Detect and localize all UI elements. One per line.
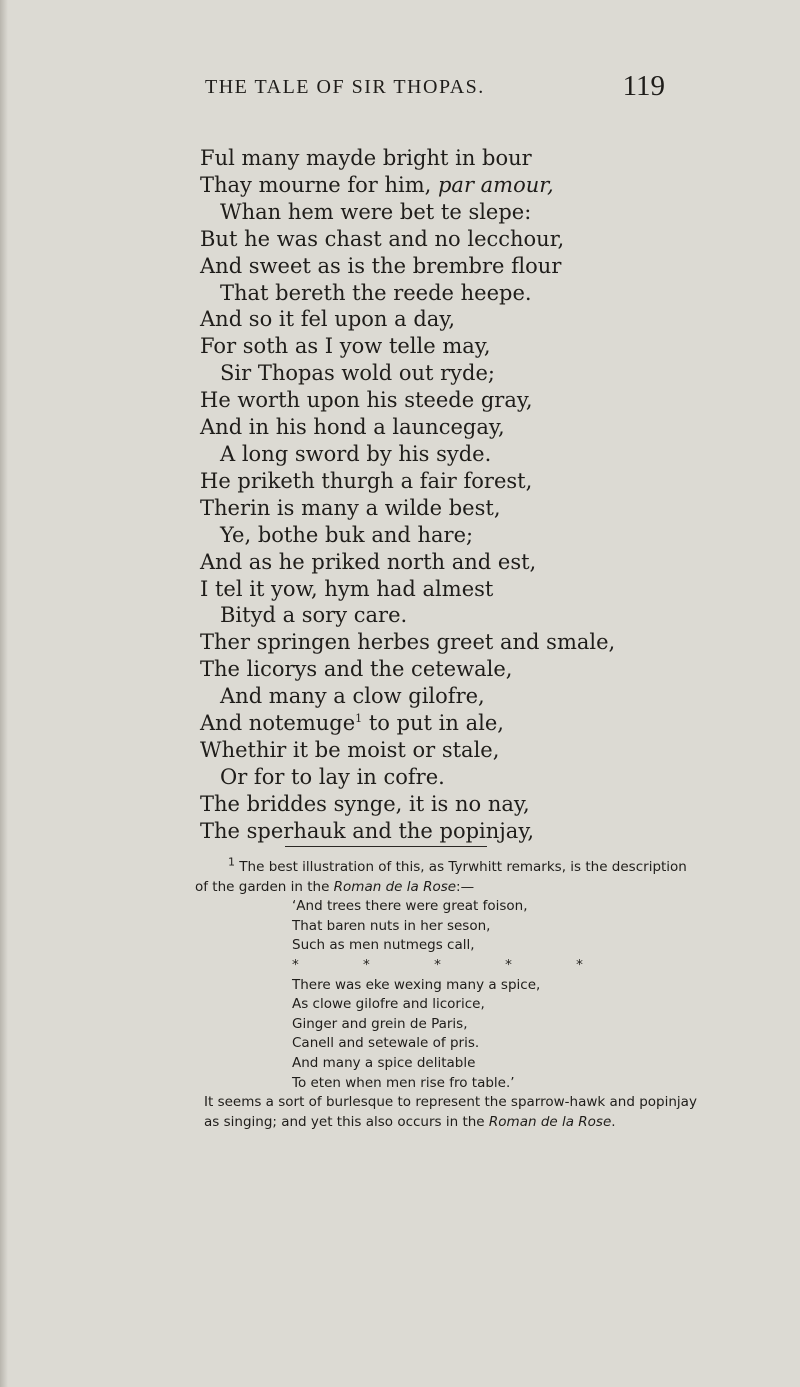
poem-line: And many a clow gilofre, bbox=[220, 684, 485, 709]
poem-line: He priketh thurgh a fair forest, bbox=[200, 468, 533, 493]
poem-text bbox=[200, 145, 780, 845]
poem-line: Ther springen herbes greet and smale, bbox=[200, 630, 616, 655]
poem-line: He worth upon his steede gray, bbox=[200, 388, 533, 413]
footnote-divider bbox=[285, 846, 487, 847]
italic-phrase: par amour, bbox=[437, 172, 554, 197]
quote-line: To eten when men rise fro table.’ bbox=[292, 1074, 515, 1091]
footnote-line: as singing; and yet this also occurs in the Roman de la Rose. bbox=[204, 1113, 616, 1130]
poem-line: And as he priked north and est, bbox=[200, 549, 537, 574]
footnote-line: $^1$ The best illustration of this, as Tyrwhitt remarks, is the description bbox=[228, 855, 687, 875]
poem-line: Bityd a sory care. bbox=[220, 603, 408, 628]
quote-line: Canell and setewale of pris. bbox=[292, 1035, 480, 1052]
poem-line: Therin is many a wilde best, bbox=[200, 495, 501, 520]
page-number: 119 bbox=[622, 70, 665, 102]
footnote-quote bbox=[210, 897, 785, 1093]
poem-line: A long sword by his syde. bbox=[220, 441, 492, 466]
poem-line: Ful many mayde bright in bour bbox=[200, 146, 532, 170]
poem-line: Sir Thopas wold out ryde; bbox=[220, 361, 495, 386]
poem-line: For soth as I yow telle may, bbox=[200, 334, 491, 359]
poem-line: I tel it yow, hym had almest bbox=[200, 576, 494, 601]
poem-line: And in his hond a launcegay, bbox=[200, 415, 505, 440]
footnote-marker[interactable]: 1 bbox=[355, 712, 363, 726]
footnote-number: 1 bbox=[228, 855, 235, 869]
quote-line: As clowe gilofre and licorice, bbox=[292, 996, 485, 1013]
footnote-line: It seems a sort of burlesque to represent the sparrow-hawk and popinjay bbox=[204, 1094, 697, 1111]
poem-line: Whan hem were bet te slepe: bbox=[220, 199, 532, 224]
footnotes bbox=[195, 855, 785, 1132]
poem-line: And so it fel upon a day, bbox=[200, 307, 456, 332]
quote-line: ‘And trees there were great foison, bbox=[292, 898, 528, 915]
page-edge bbox=[0, 0, 8, 1387]
quote-line: And many a spice delitable bbox=[292, 1054, 476, 1071]
poem-line: The sperhauk and the popinjay, bbox=[200, 818, 535, 843]
footnote-line: of the garden in the Roman de la Rose:— bbox=[195, 878, 475, 895]
quote-line: There was eke wexing many a spice, bbox=[292, 976, 541, 993]
poem-line: Ye, bothe buk and hare; bbox=[220, 522, 474, 547]
italic-title: Roman de la Rose bbox=[333, 878, 457, 895]
quote-line: Ginger and grein de Paris, bbox=[292, 1015, 468, 1032]
poem-line: Whethir it be moist or stale, bbox=[200, 737, 500, 762]
poem-line: The briddes synge, it is no nay, bbox=[200, 791, 530, 816]
poem-line: And notemuge$^1$ to put in ale, bbox=[200, 711, 504, 736]
quote-line: Such as men nutmegs call, bbox=[292, 937, 475, 954]
poem-line: That bereth the reede heepe. bbox=[220, 280, 532, 305]
poem-line: The licorys and the cetewale, bbox=[200, 657, 513, 682]
poem-line: Or for to lay in cofre. bbox=[220, 764, 445, 789]
page-header bbox=[205, 70, 665, 110]
ellipsis-stars: * * * * * bbox=[292, 956, 613, 973]
poem-line: But he was chast and no lecchour, bbox=[200, 226, 565, 251]
running-title: THE TALE OF SIR THOPAS. bbox=[205, 76, 485, 98]
quote-line: That baren nuts in her seson, bbox=[292, 917, 491, 934]
italic-title: Roman de la Rose bbox=[488, 1113, 612, 1130]
poem-line: And sweet as is the brembre flour bbox=[200, 253, 562, 278]
poem-line: Thay mourne for him, par amour, bbox=[200, 172, 554, 197]
